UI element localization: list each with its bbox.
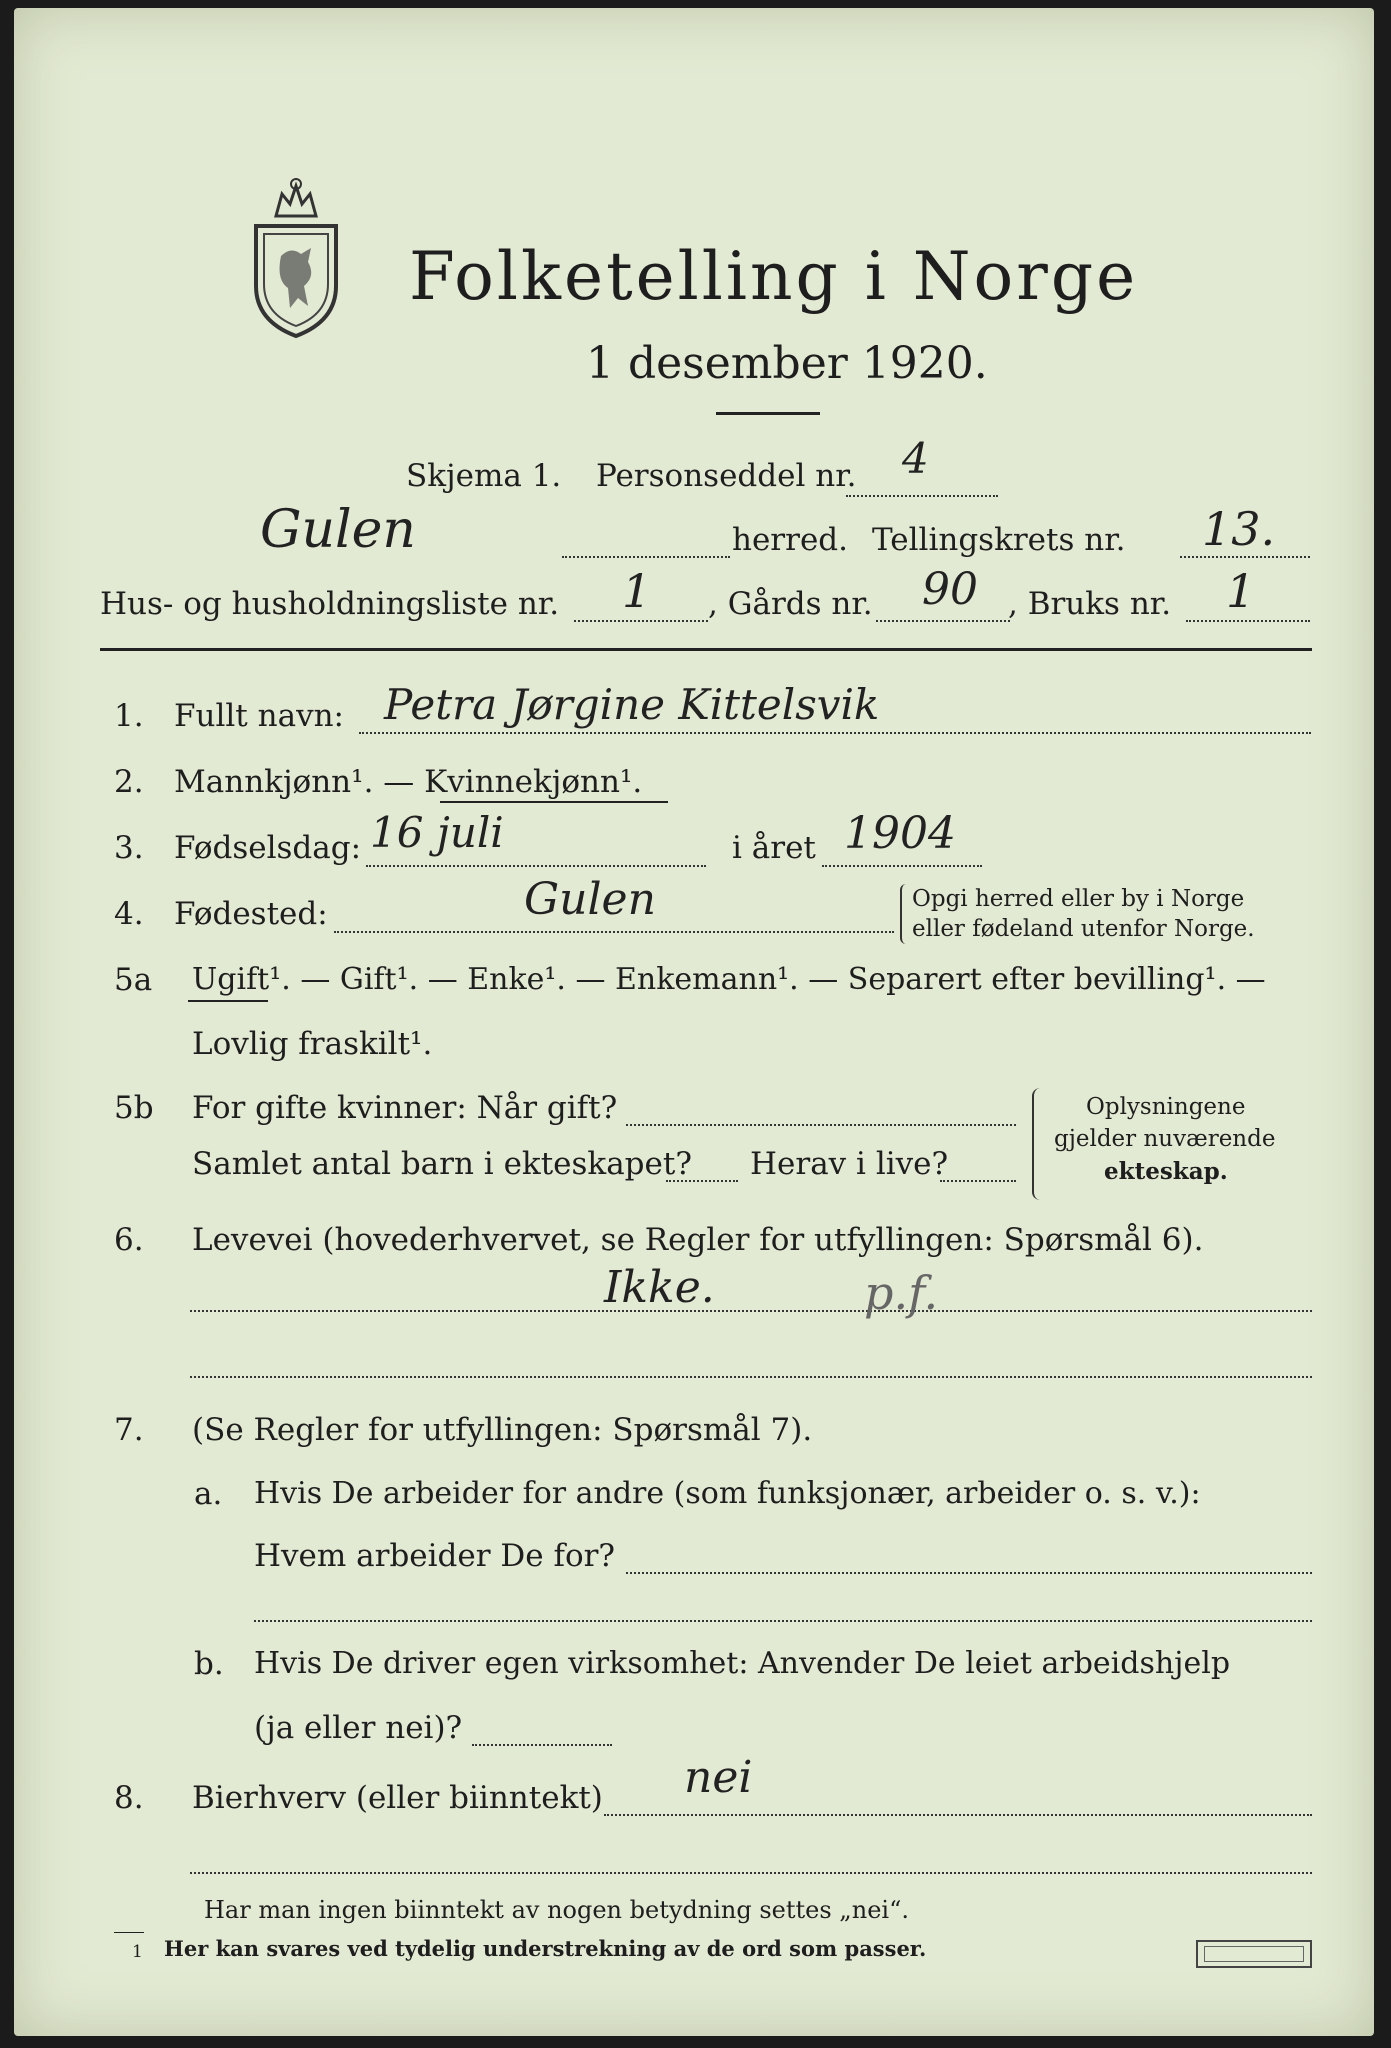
husliste-value[interactable]: 1 bbox=[622, 564, 652, 618]
q7b-letter: b. bbox=[194, 1646, 224, 1682]
census-form bbox=[14, 8, 1374, 2036]
q5b-children-line bbox=[666, 1180, 738, 1182]
tellingskrets-line bbox=[1180, 556, 1310, 558]
q7b-label-2: (ja eller nei)? bbox=[254, 1710, 463, 1746]
herred-value[interactable]: Gulen bbox=[260, 500, 416, 560]
tellingskrets-label: Tellingskrets nr. bbox=[872, 522, 1126, 558]
q6-label: Levevei (hovederhvervet, se Regler for utfyllingen: Spørsmål 6). bbox=[192, 1222, 1204, 1258]
husliste-line bbox=[574, 620, 708, 622]
birthday-value[interactable]: 16 juli bbox=[370, 808, 504, 857]
coat-of-arms-icon bbox=[246, 176, 346, 341]
skjema-label: Skjema 1. bbox=[406, 458, 562, 494]
q5b-number: 5b bbox=[114, 1090, 154, 1126]
husliste-label: Hus- og husholdningsliste nr. bbox=[100, 586, 560, 622]
q5b-label-2: Samlet antal barn i ekteskapet? bbox=[192, 1146, 692, 1182]
side-income-value[interactable]: nei bbox=[684, 1752, 753, 1803]
q3-number: 3. bbox=[114, 830, 144, 866]
q7b-line bbox=[472, 1744, 612, 1746]
q4-brace bbox=[900, 884, 908, 944]
full-name-value[interactable]: Petra Jørgine Kittelsvik bbox=[384, 680, 880, 729]
kvinnekjonn-underline bbox=[440, 801, 668, 803]
q5b-married-line bbox=[626, 1124, 1016, 1126]
q7a-line-1 bbox=[626, 1572, 1312, 1574]
q7a-label: Hvis De arbeider for andre (som funksjonær, arbeider o. s. v.): bbox=[254, 1476, 1201, 1511]
q4-note-1: Opgi herred eller by i Norge bbox=[912, 886, 1245, 912]
ugift-underline bbox=[188, 1000, 268, 1002]
personseddel-label: Personseddel nr. bbox=[596, 458, 857, 494]
q5a-label-2: Lovlig fraskilt¹. bbox=[192, 1026, 433, 1062]
footnote-mark: 1 bbox=[132, 1942, 143, 1962]
q4-note-2: eller fødeland utenfor Norge. bbox=[912, 916, 1255, 942]
q1-number: 1. bbox=[114, 698, 144, 734]
gards-line bbox=[876, 620, 1010, 622]
birthplace-value[interactable]: Gulen bbox=[524, 874, 656, 925]
q8-line-2 bbox=[190, 1872, 1312, 1874]
q3-label: Fødselsdag: bbox=[174, 830, 362, 866]
q3-year-line bbox=[822, 865, 982, 867]
personseddel-value[interactable]: 4 bbox=[902, 434, 929, 483]
footnote-text: Her kan svares ved tydelig understrekning av de ord som passer. bbox=[164, 1936, 927, 1961]
q7-number: 7. bbox=[114, 1412, 144, 1448]
q5b-alive-line bbox=[940, 1180, 1016, 1182]
q5b-note-1: Oplysningene bbox=[1086, 1094, 1246, 1120]
bruks-label: , Bruks nr. bbox=[1008, 586, 1172, 622]
q5b-brace bbox=[1032, 1088, 1042, 1200]
occupation-value[interactable]: Ikke. bbox=[604, 1262, 715, 1313]
herred-line bbox=[562, 556, 730, 558]
q5b-note-3: ekteskap. bbox=[1104, 1158, 1228, 1185]
gards-value[interactable]: 90 bbox=[922, 564, 978, 615]
q1-line bbox=[359, 732, 1311, 734]
footer-note: Har man ingen biinntekt av nogen betydning settes „nei“. bbox=[204, 1896, 909, 1924]
q7a-letter: a. bbox=[194, 1476, 223, 1512]
q2-label: Mannkjønn¹. — Kvinnekjønn¹. bbox=[174, 764, 643, 800]
form-title: Folketelling i Norge bbox=[409, 238, 1139, 315]
census-date: 1 desember 1920. bbox=[586, 338, 988, 389]
q5b-label: For gifte kvinner: Når gift? bbox=[192, 1090, 618, 1126]
q7b-label: Hvis De driver egen virksomhet: Anvender De leiet arbeidshjelp bbox=[254, 1646, 1231, 1681]
bruks-value[interactable]: 1 bbox=[1226, 564, 1256, 618]
birth-year-value[interactable]: 1904 bbox=[844, 808, 956, 859]
personseddel-line bbox=[846, 495, 998, 497]
q4-line bbox=[334, 931, 894, 933]
q7a-label-2: Hvem arbeider De for? bbox=[254, 1538, 616, 1574]
q5b-label-3: Herav i live? bbox=[750, 1146, 949, 1182]
header-rule bbox=[100, 648, 1312, 651]
q8-number: 8. bbox=[114, 1780, 144, 1816]
printer-stamp bbox=[1196, 1940, 1312, 1968]
footnote-rule bbox=[114, 1932, 144, 1933]
herred-label: herred. bbox=[732, 522, 848, 558]
q5b-note-2: gjelder nuværende bbox=[1054, 1126, 1276, 1152]
q6-number: 6. bbox=[114, 1222, 144, 1258]
q6-line-1 bbox=[190, 1310, 1312, 1312]
q5a-number: 5a bbox=[114, 962, 153, 998]
q3-year-label: i året bbox=[732, 830, 816, 866]
q8-line-1 bbox=[604, 1814, 1312, 1816]
q4-label: Fødested: bbox=[174, 896, 328, 932]
q6-line-2 bbox=[190, 1376, 1312, 1378]
q4-number: 4. bbox=[114, 896, 144, 932]
occupation-code: p.f. bbox=[864, 1266, 939, 1320]
q8-label: Bierhverv (eller biinntekt) bbox=[192, 1780, 603, 1816]
title-divider bbox=[716, 412, 820, 415]
q3-line bbox=[366, 865, 706, 867]
q7a-line-2 bbox=[254, 1620, 1312, 1622]
q7-label: (Se Regler for utfyllingen: Spørsmål 7). bbox=[192, 1412, 813, 1448]
tellingskrets-value[interactable]: 13. bbox=[1202, 502, 1276, 556]
q5a-label: Ugift¹. — Gift¹. — Enke¹. — Enkemann¹. — Separert efter bevilling¹. — bbox=[192, 962, 1266, 997]
q2-number: 2. bbox=[114, 764, 144, 800]
gards-label: , Gårds nr. bbox=[708, 586, 873, 622]
q1-label: Fullt navn: bbox=[174, 698, 344, 734]
bruks-line bbox=[1186, 620, 1310, 622]
